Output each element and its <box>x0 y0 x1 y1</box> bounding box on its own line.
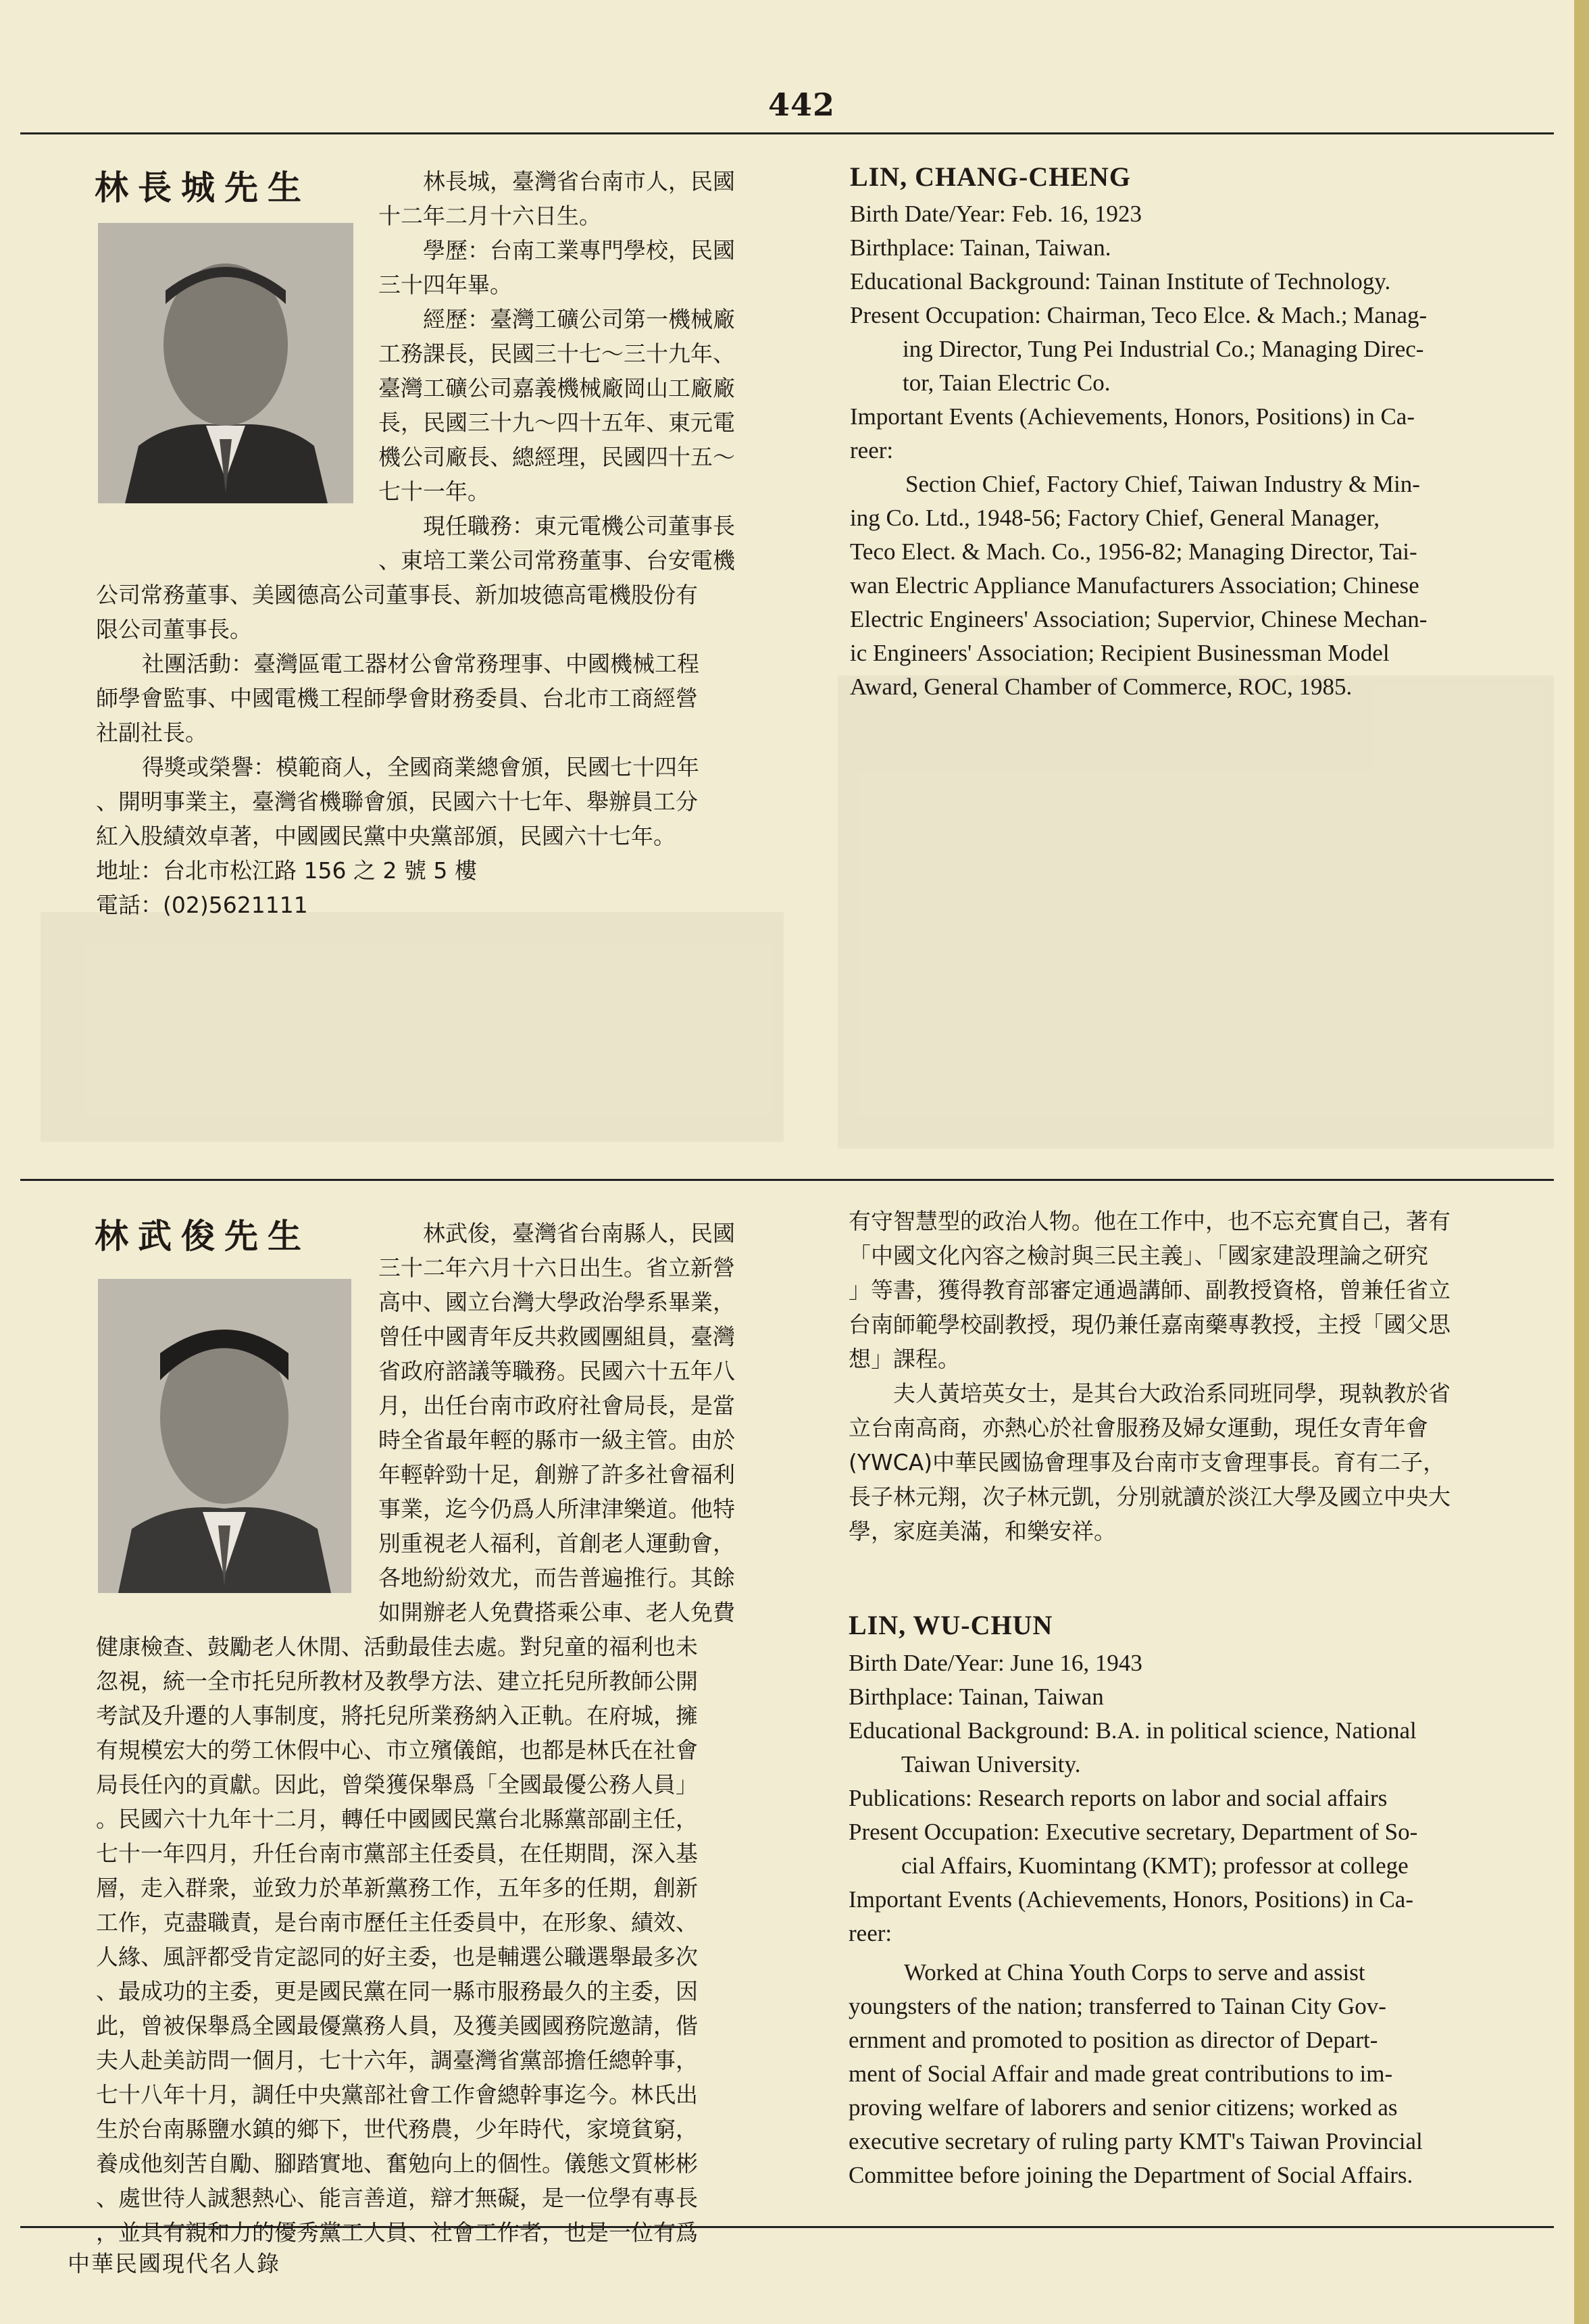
zh-line: 各地紛紛效尤，而告普遍推行。其餘 <box>378 1565 735 1591</box>
zh-line: 經歷：臺灣工礦公司第一機械廠 <box>423 306 735 332</box>
entry1-portrait-photo <box>98 223 353 503</box>
entry2-zh-text-full <box>96 1630 698 2250</box>
events-text: Committee before joining the Department of Social Affairs. <box>849 2162 1413 2188</box>
zh-line: 十二年二月十六日生。 <box>378 203 601 229</box>
footer-book-title: 中華民國現代名人錄 <box>68 2250 280 2277</box>
entry1-en-text <box>850 197 1427 704</box>
zh-line: 養成他刻苦自勵、腳踏實地、奮勉向上的個性。儀態文質彬彬 <box>96 2150 698 2177</box>
zh-line: 省政府諮議等職務。民國六十五年八 <box>378 1358 735 1384</box>
zh-line: 師學會監事、中國電機工程師學會財務委員、台北市工商經營 <box>96 685 698 711</box>
occupation-cont: cial Affairs, Kuomintang (KMT); professor at college <box>901 1852 1409 1879</box>
entry2-en-text <box>849 1646 1423 2192</box>
zh-line: 臺灣工礦公司嘉義機械廠岡山工廠廠 <box>378 375 735 401</box>
zh-line: 高中、國立台灣大學政治學系畢業， <box>378 1289 735 1315</box>
zh-line: 」等書，獲得教育部審定通過講師、副教授資格，曾兼任省立 <box>849 1277 1451 1303</box>
zh-line: 台南師範學校副教授，現仍兼任嘉南藥專教授，主授「國父思 <box>849 1311 1451 1338</box>
zh-line: 曾任中國青年反共救國團組員，臺灣 <box>378 1323 735 1350</box>
zh-line: 三十四年畢。 <box>378 272 512 298</box>
zh-line: 立台南高商，亦熱心於社會服務及婦女運動，現任女青年會 <box>849 1415 1428 1441</box>
entry2-name-zh: 林武俊先生 <box>95 1216 311 1256</box>
zh-line: 、處世待人誠懇熱心、能言善道，辯才無礙，是一位學有專長 <box>96 2185 698 2211</box>
events-text: ic Engineers' Association; Recipient Businessman Model <box>850 640 1390 666</box>
zh-line: 有規模宏大的勞工休假中心、市立殯儀館，也都是林氏在社會 <box>96 1737 698 1763</box>
zh-line: 、東培工業公司常務董事、台安電機 <box>378 547 735 574</box>
zh-line: 局長任內的貢獻。因此，曾榮獲保舉爲「全國最優公務人員」 <box>96 1771 698 1798</box>
zh-line: 學歷：台南工業專門學校，民國 <box>423 237 735 263</box>
portrait-image <box>98 1279 351 1593</box>
zh-line: 有守智慧型的政治人物。他在工作中，也不忘充實自己，著有 <box>849 1208 1451 1234</box>
zh-line: 、開明事業主，臺灣省機聯會頒，民國六十七年、舉辦員工分 <box>96 788 698 815</box>
show-through-right <box>838 676 1554 1148</box>
zh-line: 林武俊，臺灣省台南縣人，民國 <box>423 1220 735 1246</box>
page-edge <box>1574 0 1589 2324</box>
events-text: ernment and promoted to position as director of Depart- <box>849 2027 1378 2053</box>
zh-line: 工務課長，民國三十七～三十九年、 <box>378 340 735 367</box>
zh-line: 學，家庭美滿，和樂安祥。 <box>849 1518 1116 1544</box>
entry1-zh-text-full <box>96 578 699 922</box>
events-text: ment of Social Affair and made great contributions to im- <box>849 2061 1393 2087</box>
zh-line: 機公司廠長、總經理，民國四十五～ <box>378 444 735 470</box>
zh-line: 人緣、風評都受肯定認同的好主委，也是輔選公職選舉最多次 <box>96 1944 698 1970</box>
zh-line: 層，走入群衆，並致力於革新黨務工作，五年多的任期，創新 <box>96 1875 698 1901</box>
zh-line: 七十一年。 <box>378 478 490 505</box>
zh-line: 得獎或榮譽：模範商人，全國商業總會頒，民國七十四年 <box>142 754 699 780</box>
events-text: youngsters of the nation; transferred to Tainan City Gov- <box>849 1993 1386 2019</box>
events-heading-cont: reer: <box>850 437 894 463</box>
entry2-zh-text-right <box>849 1204 1451 1548</box>
page-number: 442 <box>768 86 836 123</box>
zh-line: 夫人黃培英女士，是其台大政治系同班同學，現執教於省 <box>893 1380 1451 1407</box>
birth-date: Birth Date/Year: June 16, 1943 <box>849 1650 1142 1676</box>
zh-line: 工作，克盡職責，是台南市歷任主任委員中，在形象、績效、 <box>96 1909 698 1936</box>
zh-line: 考試及升遷的人事制度，將托兒所業務納入正軌。在府城，擁 <box>96 1702 698 1729</box>
entry1-name-zh: 林長城先生 <box>95 168 311 207</box>
zh-line: 此，曾被保舉爲全國最優黨務人員，及獲美國國務院邀請，偕 <box>96 2013 698 2039</box>
zh-line: 林長城，臺灣省台南市人，民國 <box>423 168 735 195</box>
zh-line: 健康檢查、鼓勵老人休閒、活動最佳去處。對兒童的福利也未 <box>96 1634 698 1660</box>
zh-line: 。民國六十九年十二月，轉任中國國民黨台北縣黨部副主任， <box>96 1806 698 1832</box>
zh-line: 紅入股績效卓著，中國國民黨中央黨部頒，民國六十七年。 <box>96 823 676 849</box>
zh-line: 現任職務：東元電機公司董事長 <box>423 513 735 539</box>
events-text: ing Co. Ltd., 1948-56; Factory Chief, General Manager, <box>850 505 1380 531</box>
occupation: Present Occupation: Chairman, Teco Elce. & Mach.; Manag- <box>850 302 1428 328</box>
education: Educational Background: B.A. in political science, National <box>849 1717 1417 1744</box>
education: Educational Background: Tainan Institute of Technology. <box>850 268 1391 295</box>
show-through-top <box>41 912 784 1142</box>
zh-line: 想」課程。 <box>849 1346 960 1372</box>
zh-line: (YWCA)中華民國協會理事及台南市支會理事長。育有二子， <box>849 1449 1446 1475</box>
entry1-zh-text <box>378 164 735 578</box>
zh-line: 「中國文化內容之檢討與三民主義」、「國家建設理論之研究 <box>849 1242 1428 1269</box>
occupation-cont: ing Director, Tung Pei Industrial Co.; Managing Direc- <box>903 336 1424 362</box>
zh-line: 社團活動：臺灣區電工器材公會常務理事、中國機械工程 <box>142 651 699 677</box>
middle-rule <box>20 1179 1554 1181</box>
birthplace: Birthplace: Tainan, Taiwan <box>849 1684 1104 1710</box>
zh-line: 月，出任台南市政府社會局長，是當 <box>378 1392 735 1419</box>
entry2-name-en: LIN, WU-CHUN <box>849 1610 1053 1640</box>
events-text: Award, General Chamber of Commerce, ROC, 1985. <box>850 674 1353 700</box>
occupation-cont: tor, Taian Electric Co. <box>903 370 1111 396</box>
zh-line: 長，民國三十九～四十五年、東元電 <box>378 409 735 436</box>
zh-line: 、最成功的主委，更是國民黨在同一縣市服務最久的主委，因 <box>96 1978 698 2004</box>
portrait-image <box>98 223 353 503</box>
zh-line: 限公司董事長。 <box>96 616 252 642</box>
events-heading: Important Events (Achievements, Honors, Positions) in Ca- <box>850 403 1415 430</box>
phone: 電話：(02)5621111 <box>96 892 308 918</box>
zh-line: 事業，迄今仍爲人所津津樂道。他特 <box>378 1496 735 1522</box>
zh-line: 七十一年四月，升任台南市黨部主任委員，在任期間，深入基 <box>96 1840 698 1867</box>
zh-line: 如開辦老人免費搭乘公車、老人免費 <box>378 1599 735 1625</box>
zh-line: 年輕幹勁十足，創辦了許多社會福利 <box>378 1461 735 1488</box>
top-rule <box>20 132 1554 134</box>
birth-date: Birth Date/Year: Feb. 16, 1923 <box>850 201 1142 227</box>
entry1-name-en: LIN, CHANG-CHENG <box>850 161 1132 192</box>
zh-line: 長子林元翔，次子林元凱，分別就讀於淡江大學及國立中央大 <box>849 1484 1451 1510</box>
zh-line: 別重視老人福利，首創老人運動會， <box>378 1530 735 1557</box>
events-text: Worked at China Youth Corps to serve and assist <box>904 1959 1365 1986</box>
events-text: Electric Engineers' Association; Supervior, Chinese Mechan- <box>850 606 1428 632</box>
zh-line: 七十八年十月，調任中央黨部社會工作會總幹事迄今。林氏出 <box>96 2081 698 2108</box>
zh-line: 生於台南縣鹽水鎮的鄉下，世代務農，少年時代，家境貧窮， <box>96 2116 698 2142</box>
zh-line: ，並具有親和力的優秀黨工人員、社會工作者，也是一位有爲 <box>96 2219 698 2246</box>
events-text: Section Chief, Factory Chief, Taiwan Industry & Min- <box>905 471 1420 497</box>
zh-line: 三十二年六月十六日出生。省立新營 <box>378 1255 735 1281</box>
education-cont: Taiwan University. <box>901 1751 1081 1777</box>
entry2-portrait-photo <box>98 1279 351 1593</box>
events-text: Teco Elect. & Mach. Co., 1956-82; Managing Director, Tai- <box>850 538 1417 565</box>
publications: Publications: Research reports on labor and social affairs <box>849 1785 1388 1811</box>
zh-line: 忽視，統一全市托兒所教材及教學方法、建立托兒所教師公開 <box>96 1668 698 1694</box>
birthplace: Birthplace: Tainan, Taiwan. <box>850 234 1111 261</box>
events-heading: Important Events (Achievements, Honors, Positions) in Ca- <box>849 1886 1413 1913</box>
events-heading-cont: reer: <box>849 1920 892 1946</box>
events-text: executive secretary of ruling party KMT's Taiwan Provincial <box>849 2128 1423 2154</box>
occupation: Present Occupation: Executive secretary, Department of So- <box>849 1819 1418 1845</box>
zh-line: 公司常務董事、美國德高公司董事長、新加坡德高電機股份有 <box>96 582 698 608</box>
zh-line: 社副社長。 <box>96 719 207 746</box>
entry2-zh-text-side <box>378 1216 735 1630</box>
events-text: wan Electric Appliance Manufacturers Association; Chinese <box>850 572 1419 599</box>
address: 地址：台北市松江路 156 之 2 號 5 樓 <box>96 857 477 884</box>
zh-line: 夫人赴美訪問一個月，七十六年，調臺灣省黨部擔任總幹事， <box>96 2047 698 2073</box>
zh-line: 時全省最年輕的縣市一級主管。由於 <box>378 1427 735 1453</box>
events-text: proving welfare of laborers and senior citizens; worked as <box>849 2094 1398 2121</box>
